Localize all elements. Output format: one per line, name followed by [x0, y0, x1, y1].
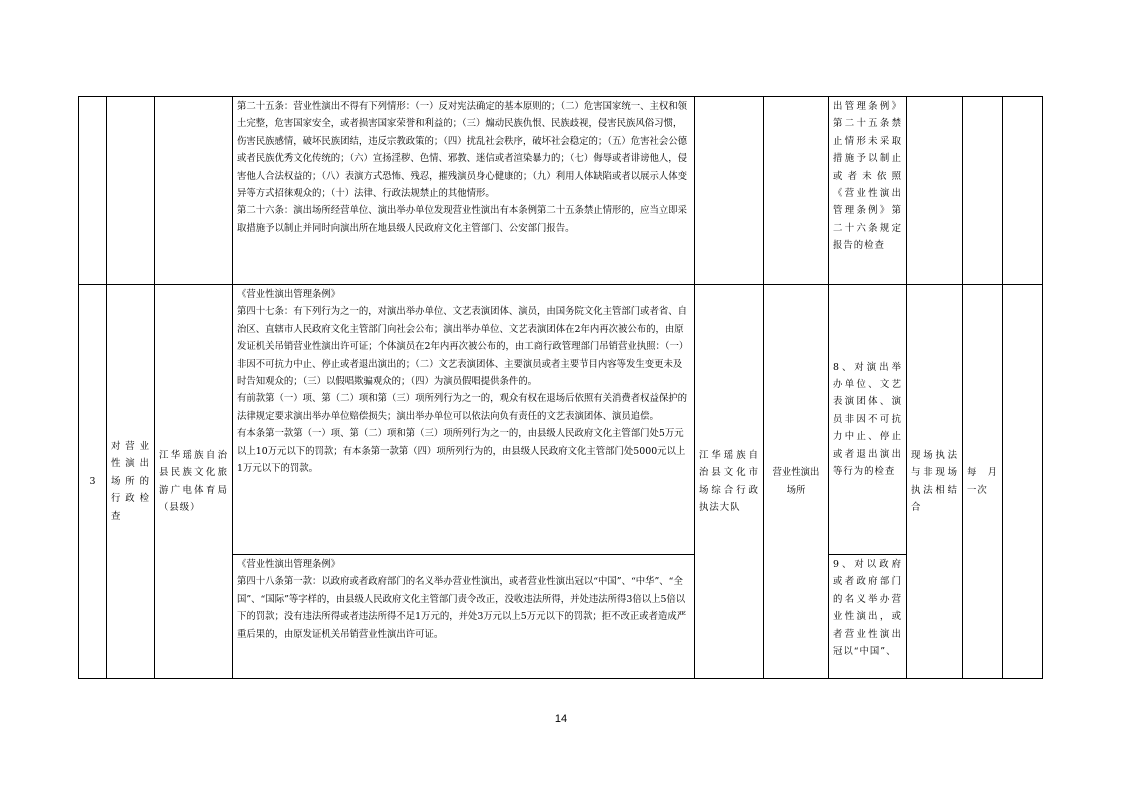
law-paragraph: 第二十六条：演出场所经营单位、演出举办单位发现营业性演出有本条例第二十五条禁止情形的，应当立即采取措施予以制止并同时向演出所在地县级人民政府文化主管部门、公安部门报告。: [237, 205, 688, 234]
law-paragraph: 有本条第一款第（一）项、第（二）项和第（三）项所列行为之一的，由县级人民政府文化主管部门处5万元以上10万元以下的罚款；有本条第一款第（四）项所列行为的，由县级人民政府文化主管部门处5000元以上1万元以下的罚款。: [237, 428, 686, 475]
cell-item-name: [107, 97, 155, 285]
law-title: 《营业性演出管理条例》: [237, 559, 341, 570]
cell-target: 营业性演出场所: [764, 285, 829, 679]
law-title: 《营业性演出管理条例》: [237, 289, 341, 300]
cell-law-text: [233, 555, 695, 679]
cell-law-text: [233, 97, 695, 285]
cell-extra: [1003, 97, 1043, 285]
cell-frequency: [963, 97, 1003, 285]
cell-method: 现场执法与非现场执法相结合: [907, 285, 963, 679]
cell-check-item: 出管理条例》第二十五条禁止情形未采取措施予以制止或者未依照《营业性演出管理条例》第二十六条规定报告的检查: [829, 97, 907, 285]
cell-frequency: 每月一次: [963, 285, 1003, 679]
cell-check-item: 9、对以政府或者政府部门的名义举办营业性演出，或者营业性演出冠以“中国”、: [829, 555, 907, 679]
cell-item-name: 对营业性演出场所的行政检查: [107, 285, 155, 679]
law-paragraph: 第四十七条：有下列行为之一的，对演出举办单位、文艺表演团体、演员，由国务院文化主管部门或者省、自治区、直辖市人民政府文化主管部门向社会公布；演出举办单位、文艺表演团体在2年内再次被公布的，由原发证机关吊销营业性演出许可证；个体演员在2年内再次被公布的，由工商行政管理部门吊销营业执照：（一）非因不可抗力中止、停止或者退出演出的；（二）文艺表演团体、主要演员或者主要节目内容等发生变更未及时告知观众的；（三）以假唱欺骗观众的；（四）为演员假唱提供条件的。: [237, 306, 689, 388]
page-number: 14: [554, 713, 568, 725]
cell-extra: [1003, 285, 1043, 679]
law-paragraph: 第二十五条：营业性演出不得有下列情形：（一）反对宪法确定的基本原则的；（二）危害国家统一、主权和领土完整，危害国家安全，或者损害国家荣誉和利益的；（三）煽动民族仇恨、民族歧视，侵害民族风俗习惯，伤害民族感情，破坏民族团结，违反宗教政策的；（四）扰乱社会秩序，破坏社会稳定的；（五）危害社会公德或者民族优秀文化传统的；（六）宣扬淫秽、色情、邪教、迷信或者渲染暴力的；（七）侮辱或者诽谤他人，侵害他人合法权益的；（八）表演方式恐怖、残忍，摧残演员身心健康的；（九）利用人体缺陷或者以展示人体变异等方式招徕观众的；（十）法律、行政法规禁止的其他情形。: [237, 101, 687, 200]
cell-target: [764, 97, 829, 285]
cell-authority: 江华瑶族自治县民族文化旅游广电体育局（县级）: [155, 285, 233, 679]
cell-check-item: 8、对演出举办单位、文艺表演团体、演员非因不可抗力中止、停止或者退出演出等行为的检查: [829, 285, 907, 555]
cell-enforcement-body: 江华瑶族自治县文化市场综合行政执法大队: [695, 285, 764, 679]
inspection-table: [78, 96, 1043, 679]
table-row: [79, 285, 1043, 555]
law-paragraph: 第四十八条第一款：以政府或者政府部门的名义举办营业性演出，或者营业性演出冠以“中国”、“中华”、“全国”、“国际”等字样的，由县级人民政府文化主管部门责令改正，没收违法所得，并处违法所得3倍以上5倍以下的罚款；没有违法所得或者违法所得不足1万元的，并处3万元以上5万元以下的罚款；拒不改正或者造成严重后果的，由原发证机关吊销营业性演出许可证。: [237, 576, 687, 640]
cell-number: [79, 97, 107, 285]
cell-enforcement-body: [695, 97, 764, 285]
cell-authority: [155, 97, 233, 285]
cell-law-text: [233, 285, 695, 555]
table-row-continuation: [79, 97, 1043, 285]
cell-method: [907, 97, 963, 285]
law-paragraph: 有前款第（一）项、第（二）项和第（三）项所列行为之一的，观众有权在退场后依照有关消费者权益保护的法律规定要求演出举办单位赔偿损失；演出举办单位可以依法向负有责任的文艺表演团体、演员追偿。: [237, 393, 688, 422]
cell-number: 3: [79, 285, 107, 679]
